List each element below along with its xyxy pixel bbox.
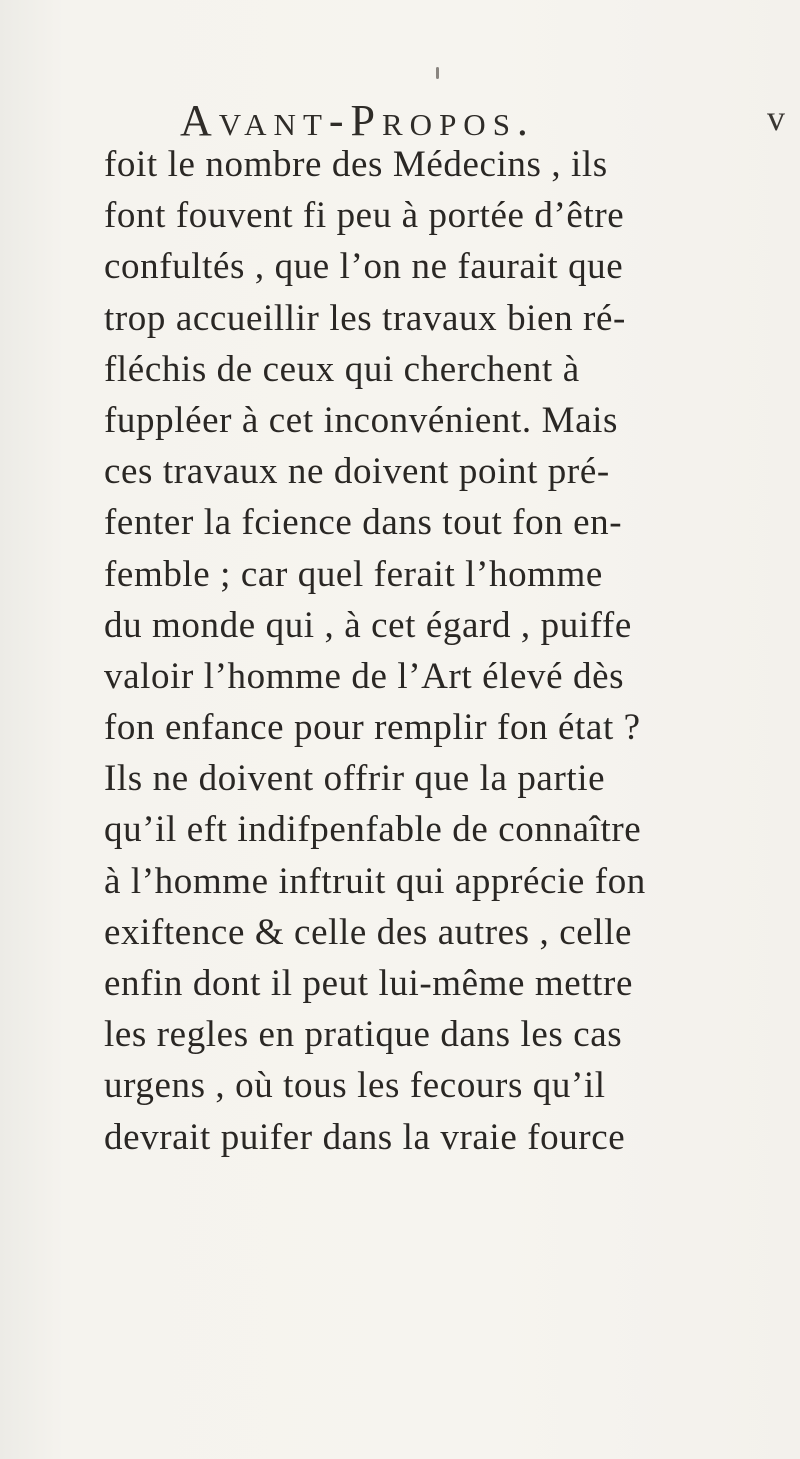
- body-text: [104, 139, 794, 1163]
- text-line: Ils ne doivent offrir que la partie: [104, 758, 606, 800]
- page-number: v: [767, 98, 785, 138]
- text-line: du monde qui , à cet égard , puiffe: [104, 604, 632, 646]
- text-line: qu’il eft indifpenfable de connaître: [104, 809, 642, 851]
- text-line: exiftence & celle des autres , celle: [104, 911, 633, 953]
- text-line: fuppléer à cet inconvénient. Mais: [104, 399, 618, 441]
- text-line: à l’homme inftruit qui apprécie fon: [104, 860, 646, 902]
- text-line: font fouvent fi peu à portée d’être: [104, 195, 625, 237]
- text-line: confultés , que l’on ne faurait que: [104, 246, 624, 288]
- text-line: fléchis de ceux qui cherchent à: [104, 348, 580, 390]
- ink-mark: [436, 67, 439, 79]
- text-line: ces travaux ne doivent point pré-: [104, 451, 610, 493]
- text-line: femble ; car quel ferait l’homme: [104, 553, 603, 595]
- text-line: trop accueillir les travaux bien ré-: [104, 297, 626, 339]
- running-head-title: Avant-Propos.: [180, 96, 535, 145]
- text-line: fon enfance pour remplir fon état ?: [104, 707, 641, 749]
- text-line: valoir l’homme de l’Art élevé dès: [104, 655, 625, 697]
- text-line: devrait puifer dans la vraie fource: [104, 1116, 626, 1158]
- text-line: enfin dont il peut lui-même mettre: [104, 963, 634, 1004]
- text-line: urgens , où tous les fecours qu’il: [104, 1065, 606, 1107]
- text-line: fenter la fcience dans tout fon en-: [104, 502, 623, 544]
- text-line: les regles en pratique dans les cas: [104, 1014, 623, 1056]
- text-line: foit le nombre des Médecins , ils: [104, 144, 608, 185]
